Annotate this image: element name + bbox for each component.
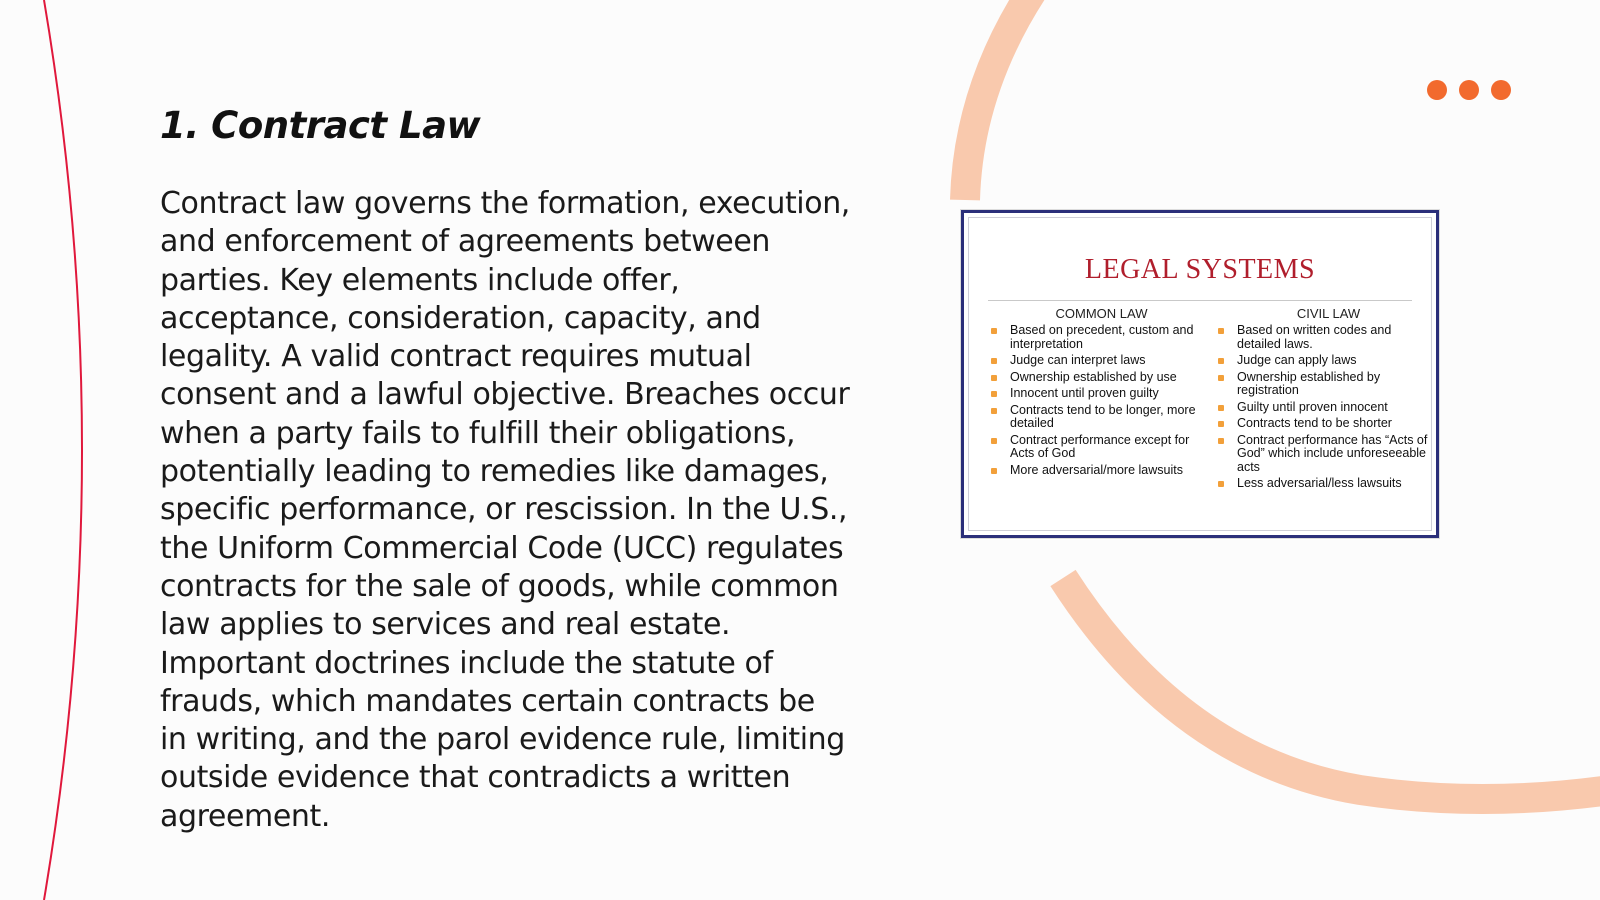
bullet-icon: [991, 375, 997, 381]
bullet-icon: [1218, 358, 1224, 364]
list-item-text: Based on precedent, custom and interpretation: [1010, 323, 1194, 351]
list-item: [1215, 324, 1430, 351]
dot-icon: [1427, 80, 1447, 100]
bullet-icon: [1218, 438, 1224, 444]
bullet-icon: [1218, 328, 1224, 334]
list-item: [988, 404, 1203, 431]
dot-icon: [1459, 80, 1479, 100]
list-item: [1215, 417, 1430, 431]
bullet-icon: [991, 438, 997, 444]
civil-law-heading: CIVIL LAW: [1296, 306, 1361, 321]
legal-systems-image: [961, 210, 1439, 538]
list-item-text: Contract performance has “Acts of God” which include unforeseeable acts: [1237, 432, 1428, 474]
bullet-icon: [991, 391, 997, 397]
common-law-list: [988, 324, 1203, 477]
bullet-icon: [991, 358, 997, 364]
civil-law-column: [1215, 306, 1430, 491]
slide-title: 1. Contract Law: [160, 104, 481, 147]
list-item-text: Guilty until proven innocent: [1237, 399, 1388, 414]
common-law-heading: COMMON LAW: [1055, 306, 1148, 321]
list-item: [988, 387, 1203, 401]
legal-systems-title: LEGAL SYSTEMS: [1084, 254, 1316, 285]
list-item: [988, 434, 1203, 461]
common-law-column: [988, 306, 1203, 477]
slide-body-text: Contract law governs the formation, execution, and enforcement of agreements between parties. Key elements include offer, acceptance, consideration, capacity, and legality. A valid contract requires mutual consent and a lawful objective. Breaches occur when a party fails to fulfill their obligations, potentially leading to remedies like damages, specific performance, or rescission. In the U.S., the Uniform Commercial Code (UCC) regulates contracts for the sale of goods, while common law applies to services and real estate. Important doctrines include the statute of frauds, which mandates certain contracts be in writing, and the parol evidence rule, limiting outside evidence that contradicts a written agreement.: [160, 186, 850, 834]
list-item: [1215, 434, 1430, 475]
bullet-icon: [1218, 375, 1224, 381]
list-item: [1215, 477, 1430, 491]
list-item-text: More adversarial/more lawsuits: [1010, 462, 1183, 477]
decorative-arc-top: [965, 0, 1033, 200]
bullet-icon: [1218, 481, 1224, 487]
dot-icon: [1491, 80, 1511, 100]
bullet-icon: [1218, 405, 1224, 411]
list-item-text: Contract performance except for Acts of God: [1010, 432, 1190, 460]
title-divider: [988, 300, 1412, 301]
list-item: [988, 354, 1203, 368]
left-accent-line: [44, 0, 82, 900]
decorative-arc-bottom: [1063, 578, 1600, 799]
list-item: [1215, 371, 1430, 398]
list-item-text: Judge can apply laws: [1237, 353, 1357, 367]
list-item: [1215, 401, 1430, 415]
bullet-icon: [991, 468, 997, 474]
civil-law-list: [1215, 324, 1430, 491]
bullet-icon: [991, 328, 997, 334]
list-item-text: Less adversarial/less lawsuits: [1237, 476, 1402, 490]
bullet-icon: [1218, 421, 1224, 427]
list-item-text: Judge can interpret laws: [1010, 353, 1146, 367]
list-item-text: Contracts tend to be longer, more detailed: [1010, 402, 1196, 430]
list-item: [988, 324, 1203, 351]
list-item-text: Contracts tend to be shorter: [1237, 416, 1392, 430]
list-item: [1215, 354, 1430, 368]
list-item-text: Ownership established by use: [1010, 369, 1177, 384]
legal-systems-inner-frame: [968, 217, 1432, 531]
list-item-text: Ownership established by registration: [1237, 369, 1381, 397]
list-item-text: Innocent until proven guilty: [1010, 386, 1159, 400]
list-item-text: Based on written codes and detailed laws.: [1237, 323, 1392, 351]
dots-decoration: [1427, 80, 1511, 100]
list-item: [988, 371, 1203, 385]
list-item: [988, 464, 1203, 478]
bullet-icon: [991, 408, 997, 414]
